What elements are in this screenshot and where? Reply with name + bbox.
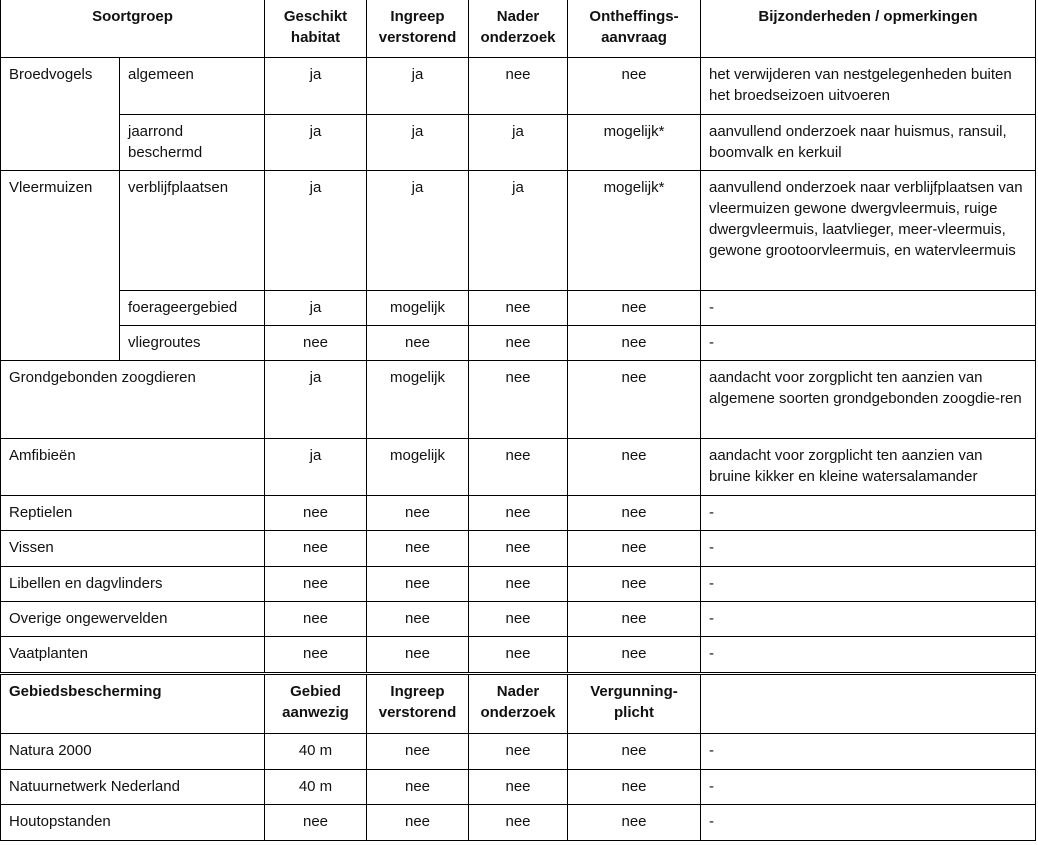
ontheffing-cell: nee [568, 637, 701, 673]
habitat-cell: nee [265, 637, 367, 673]
header-ontheffingsaanvraag: Ontheffings-aanvraag [568, 0, 701, 58]
area-name-cell: Natura 2000 [1, 734, 265, 770]
remark-cell: aanvullend onderzoek naar verblijfplaatsen van vleermuizen gewone dwergvleermuis, ruige dwergvleermuis, laatvlieger, meer-vleermuis, gewone grootoorvleermuis, en watervleermuis [701, 171, 1036, 291]
habitat-cell: nee [265, 496, 367, 531]
group-cell: Broedvogels [1, 58, 120, 171]
remark-cell: aanvullend onderzoek naar huismus, ransuil, boomvalk en kerkuil [701, 115, 1036, 171]
table-row [1, 326, 1036, 361]
remark-cell: - [701, 805, 1036, 841]
nader-cell: nee [469, 291, 568, 326]
table-row [1, 531, 1036, 567]
aanwezig-cell: 40 m [265, 734, 367, 770]
remark-cell: - [701, 531, 1036, 567]
ingreep-cell: nee [367, 567, 469, 602]
vergunning-cell: nee [568, 770, 701, 805]
ingreep-cell: nee [367, 770, 469, 805]
ontheffing-cell: nee [568, 326, 701, 361]
nader-cell: nee [469, 326, 568, 361]
remark-cell: aandacht voor zorgplicht ten aanzien van algemene soorten grondgebonden zoogdie-ren [701, 361, 1036, 439]
nader-cell: nee [469, 805, 568, 841]
group-cell: Vissen [1, 531, 265, 567]
group-cell: Amfibieën [1, 439, 265, 496]
table-row [1, 115, 1036, 171]
ontheffing-cell: nee [568, 496, 701, 531]
table-row [1, 770, 1036, 805]
header-vergunningplicht: Vergunning-plicht [568, 675, 701, 734]
aanwezig-cell: 40 m [265, 770, 367, 805]
nader-cell: nee [469, 439, 568, 496]
header-gebiedsbescherming: Gebiedsbescherming [1, 675, 265, 734]
remark-cell: - [701, 770, 1036, 805]
remark-cell: aandacht voor zorgplicht ten aanzien van bruine kikker en kleine watersalamander [701, 439, 1036, 496]
habitat-cell: ja [265, 291, 367, 326]
table-row [1, 637, 1036, 673]
subgroup-cell: foerageergebied [120, 291, 265, 326]
group-cell: Vleermuizen [1, 171, 120, 361]
group-cell: Grondgebonden zoogdieren [1, 361, 265, 439]
table-row [1, 567, 1036, 602]
nader-cell: nee [469, 770, 568, 805]
subgroup-cell: algemeen [120, 58, 265, 115]
ingreep-cell: nee [367, 531, 469, 567]
nader-cell: ja [469, 115, 568, 171]
ingreep-cell: ja [367, 171, 469, 291]
ingreep-cell: nee [367, 734, 469, 770]
nader-cell: nee [469, 496, 568, 531]
habitat-cell: ja [265, 115, 367, 171]
nader-cell: nee [469, 361, 568, 439]
vergunning-cell: nee [568, 805, 701, 841]
habitat-cell: nee [265, 567, 367, 602]
ontheffing-cell: nee [568, 291, 701, 326]
group-cell: Libellen en dagvlinders [1, 567, 265, 602]
ontheffing-cell: mogelijk* [568, 115, 701, 171]
subgroup-cell: verblijfplaatsen [120, 171, 265, 291]
ontheffing-cell: mogelijk* [568, 171, 701, 291]
ontheffing-cell: nee [568, 439, 701, 496]
nader-cell: nee [469, 567, 568, 602]
ingreep-cell: nee [367, 602, 469, 637]
nader-cell: nee [469, 602, 568, 637]
ingreep-cell: nee [367, 805, 469, 841]
remark-cell: - [701, 734, 1036, 770]
ontheffing-cell: nee [568, 361, 701, 439]
nader-cell: nee [469, 637, 568, 673]
area-name-cell: Houtopstanden [1, 805, 265, 841]
table-row [1, 734, 1036, 770]
ingreep-cell: ja [367, 115, 469, 171]
table-row [1, 439, 1036, 496]
header-soortgroep: Soortgroep [1, 0, 265, 58]
ingreep-cell: mogelijk [367, 439, 469, 496]
table-row [1, 805, 1036, 841]
remark-cell: - [701, 291, 1036, 326]
remark-cell: het verwijderen van nestgelegenheden buiten het broedseizoen uitvoeren [701, 58, 1036, 115]
header-nader-onderzoek: Nader onderzoek [469, 0, 568, 58]
header-opmerkingen: Bijzonderheden / opmerkingen [701, 0, 1036, 58]
ontheffing-cell: nee [568, 602, 701, 637]
remark-cell: - [701, 637, 1036, 673]
header-geschikt-habitat: Geschikt habitat [265, 0, 367, 58]
header-empty [701, 675, 1036, 734]
table-row [1, 58, 1036, 115]
species-header-row [1, 0, 1036, 58]
habitat-cell: ja [265, 58, 367, 115]
subgroup-cell: vliegroutes [120, 326, 265, 361]
area-name-cell: Natuurnetwerk Nederland [1, 770, 265, 805]
header-gebied-aanwezig: Gebied aanwezig [265, 675, 367, 734]
habitat-cell: ja [265, 439, 367, 496]
ingreep-cell: nee [367, 326, 469, 361]
table-row [1, 171, 1036, 291]
ingreep-cell: mogelijk [367, 361, 469, 439]
header-ingreep-verstorend: Ingreep verstorend [367, 0, 469, 58]
vergunning-cell: nee [568, 734, 701, 770]
table-row [1, 496, 1036, 531]
group-cell: Reptielen [1, 496, 265, 531]
nader-cell: ja [469, 171, 568, 291]
ingreep-cell: nee [367, 637, 469, 673]
remark-cell: - [701, 496, 1036, 531]
header-nader-onderzoek: Nader onderzoek [469, 675, 568, 734]
aanwezig-cell: nee [265, 805, 367, 841]
habitat-cell: ja [265, 171, 367, 291]
habitat-cell: nee [265, 602, 367, 637]
ingreep-cell: nee [367, 496, 469, 531]
header-ingreep-verstorend: Ingreep verstorend [367, 675, 469, 734]
subgroup-cell: jaarrond beschermd [120, 115, 265, 171]
group-cell: Vaatplanten [1, 637, 265, 673]
habitat-cell: ja [265, 361, 367, 439]
ingreep-cell: ja [367, 58, 469, 115]
table-row [1, 291, 1036, 326]
group-cell: Overige ongewervelden [1, 602, 265, 637]
ontheffing-cell: nee [568, 567, 701, 602]
habitat-cell: nee [265, 531, 367, 567]
ontheffing-cell: nee [568, 531, 701, 567]
table-row [1, 602, 1036, 637]
habitat-cell: nee [265, 326, 367, 361]
nader-cell: nee [469, 734, 568, 770]
area-header-row [1, 675, 1036, 734]
area-protection-table [0, 674, 1036, 841]
ontheffing-cell: nee [568, 58, 701, 115]
remark-cell: - [701, 326, 1036, 361]
ingreep-cell: mogelijk [367, 291, 469, 326]
remark-cell: - [701, 602, 1036, 637]
remark-cell: - [701, 567, 1036, 602]
nader-cell: nee [469, 58, 568, 115]
nader-cell: nee [469, 531, 568, 567]
table-row [1, 361, 1036, 439]
